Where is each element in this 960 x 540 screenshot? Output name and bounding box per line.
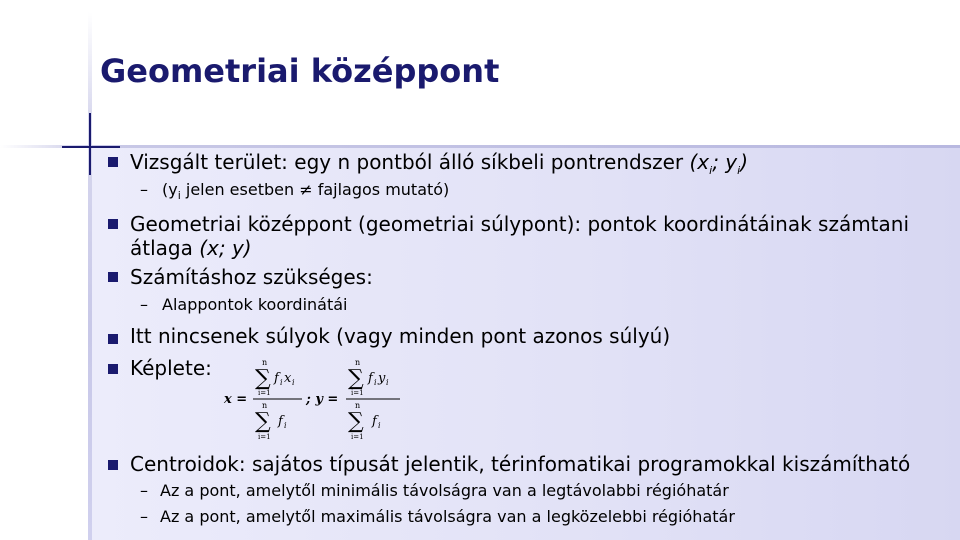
decorative-cross-horizontal	[62, 146, 120, 148]
bullet-text-3: Számításhoz szükséges:	[130, 265, 373, 289]
decorative-vertical-line	[88, 12, 92, 540]
formula-i1-y-num: i=1	[351, 389, 364, 397]
formula-n-top-y-den: n	[355, 401, 361, 410]
slide-title: Geometriai középpont	[100, 52, 500, 90]
formula-n-top-x-den: n	[262, 401, 268, 410]
bullet-marker	[108, 460, 118, 470]
bullet-marker	[108, 334, 118, 344]
bullet-2-line-1: Geometriai középpont (geometriai súlypont): pontok koordinátáinak számtani	[130, 212, 910, 236]
bullet-marker	[108, 219, 118, 229]
formula-n-top-x-num: n	[262, 358, 268, 367]
subbullet-dash: –	[140, 481, 148, 500]
bullet-2-italic: (x; y)	[199, 236, 252, 260]
bullet-1-italic-c: )	[740, 150, 749, 174]
bullet-1-sub-b: i	[737, 164, 741, 177]
bullet-2-line-2	[130, 236, 909, 260]
bullet-text-5: Képlete:	[130, 356, 212, 380]
decorative-horizontal-line	[0, 145, 960, 148]
formula-i1-y-den: i=1	[351, 433, 364, 441]
subbullet-1-prefix: (y	[162, 180, 178, 199]
formula-n-top-y-num: n	[355, 358, 361, 367]
subbullet-4: Az a pont, amelytől maximális távolságra van a legközelebbi régióhatár	[160, 507, 735, 526]
bullet-text-2	[130, 212, 909, 260]
formula-sum-y-den: ∑	[348, 409, 364, 434]
subbullet-dash: –	[140, 507, 148, 526]
bullet-marker	[108, 364, 118, 374]
formula-i-x-num-x: i	[292, 378, 295, 387]
bullet-marker	[108, 272, 118, 282]
formula-i-x-num-f: i	[280, 378, 283, 387]
formula-sep-y: ; y =	[306, 392, 339, 407]
formula-sum-y-num: ∑	[348, 366, 364, 391]
bullet-text-6: Centroidok: sajátos típusát jelentik, térinfomatikai programokkal kiszámítható	[130, 452, 911, 476]
formula-i1-x-num: i=1	[258, 389, 271, 397]
subbullet-2: Alappontok koordinátái	[162, 295, 348, 314]
subbullet-dash: –	[140, 295, 148, 314]
subbullet-3: Az a pont, amelytől minimális távolságra van a legtávolabbi régióhatár	[160, 481, 729, 500]
formula-i-x-den: i	[284, 421, 287, 430]
bullet-1-italic-a: (x	[689, 150, 710, 174]
centroid-formula	[222, 358, 412, 448]
bullet-1-italic-b: ; y	[712, 150, 738, 174]
formula-lhs-x: x =	[224, 392, 248, 407]
formula-f-x-den: f	[278, 414, 283, 429]
formula-sum-x-num: ∑	[255, 366, 271, 391]
formula-f-x-num: f	[274, 371, 279, 386]
subbullet-dash: –	[140, 180, 148, 199]
formula-i-y-den: i	[378, 421, 381, 430]
formula-i1-x-den: i=1	[258, 433, 271, 441]
subbullet-1	[162, 180, 449, 206]
formula-sum-x-den: ∑	[255, 409, 271, 434]
bullet-1-sub-a: i	[709, 164, 713, 177]
formula-y-var: y	[378, 371, 386, 386]
subbullet-1-text: jelen esetben ≠ fajlagos mutató)	[180, 180, 450, 199]
formula-f-y-num: f	[368, 371, 373, 386]
bullet-text-1	[130, 150, 748, 183]
bullet-2-line-2-text: átlaga	[130, 236, 200, 260]
decorative-cross-vertical	[89, 113, 91, 175]
subbullet-1-sub: i	[177, 189, 181, 203]
formula-f-y-den: f	[372, 414, 377, 429]
bullet-text-4: Itt nincsenek súlyok (vagy minden pont azonos súlyú)	[130, 324, 671, 348]
formula-i-y-num-y: i	[386, 378, 389, 387]
formula-x-var: x	[284, 371, 292, 386]
formula-i-y-num-f: i	[374, 378, 377, 387]
bullet-marker	[108, 157, 118, 167]
bullet-1-text: Vizsgált terület: egy n pontból álló síkbeli pontrendszer	[130, 150, 690, 174]
